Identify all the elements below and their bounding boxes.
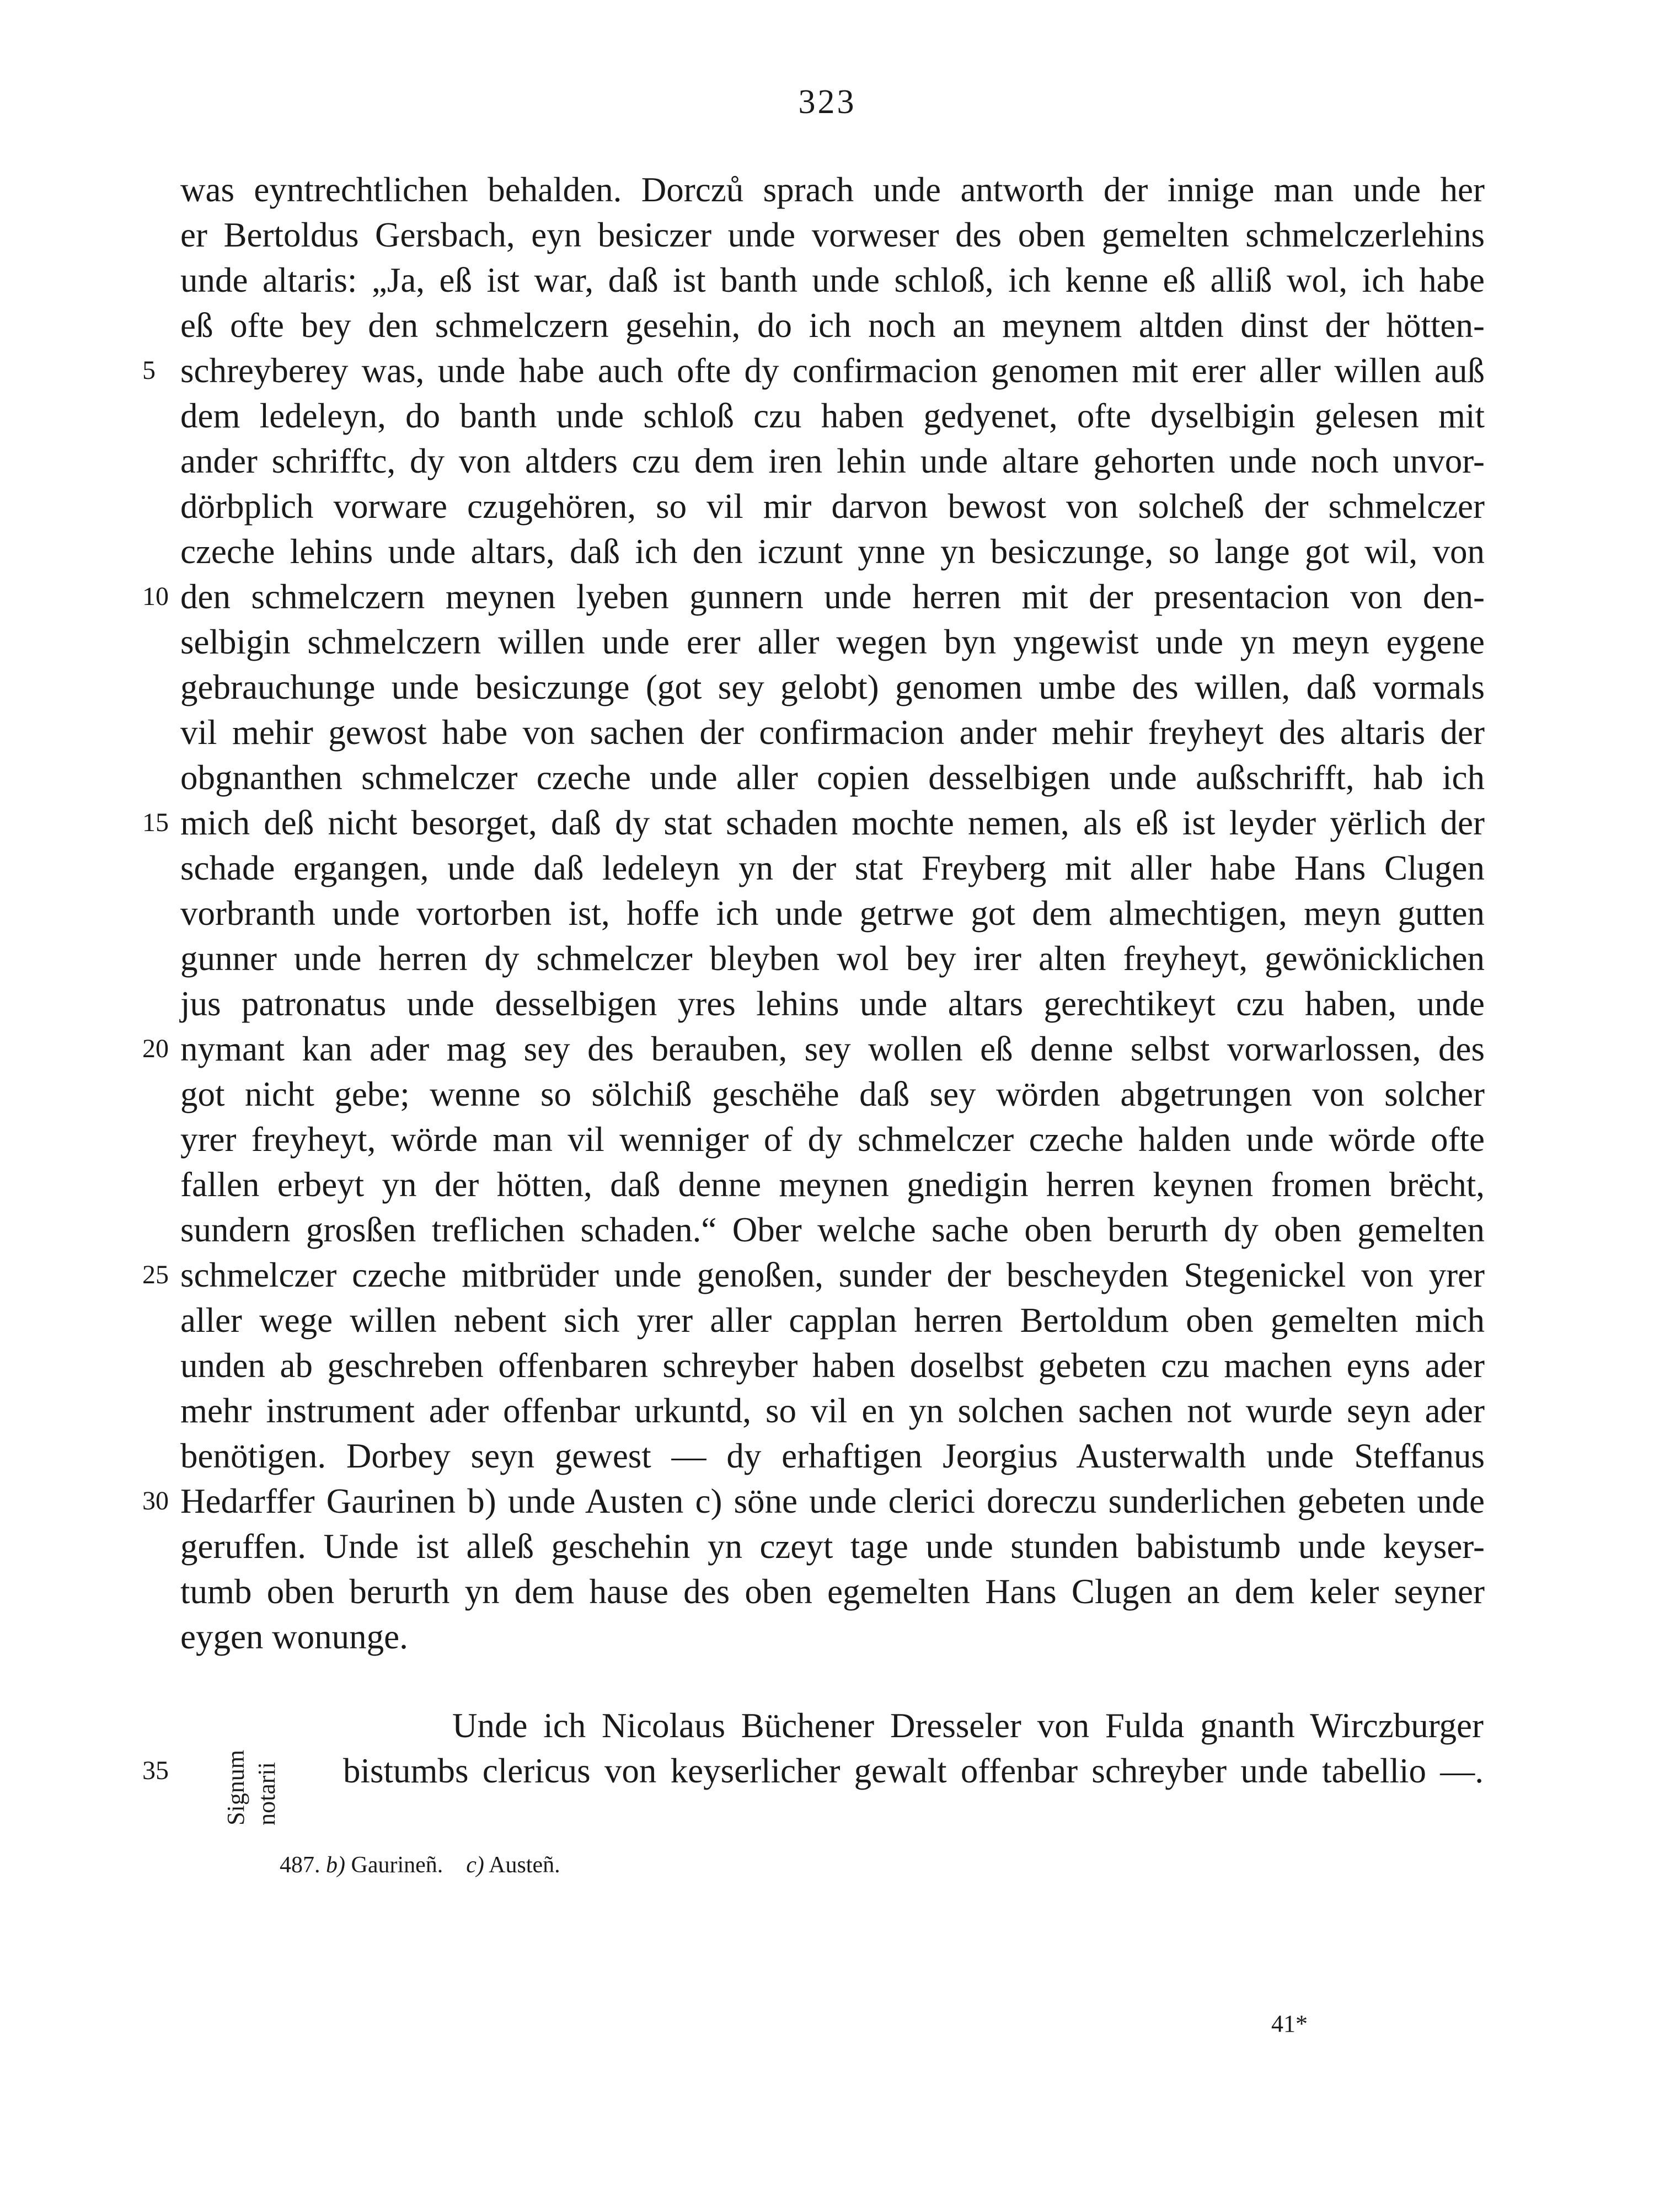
text-line: schreyberey was, unde habe auch ofte dy confirmacion genomen mit erer aller willen auß <box>180 351 1485 390</box>
text-line: schmelczer czeche mitbrüder unde genoßen, sunder der bescheyden Stegenickel von yrer <box>180 1256 1485 1294</box>
text-line: dörbplich vorware czugehören, so vil mir darvon bewost von solcheß der schmelczer <box>180 487 1485 526</box>
page-number: 323 <box>798 83 857 121</box>
text-line: gebrauchunge unde besiczunge (got sey gelobt) genomen umbe des willen, daß vormals <box>180 668 1485 706</box>
text-line: fallen erbeyt yn der hötten, daß denne meynen gnedigin herren keynen fromen brëcht, <box>180 1165 1485 1204</box>
line-number: 25 <box>142 1260 169 1289</box>
line-number: 10 <box>142 582 169 611</box>
text-line: unden ab geschreben offenbaren schreyber haben doselbst gebeten czu machen eyns ader <box>180 1346 1485 1385</box>
line-number: 20 <box>142 1034 169 1063</box>
sheet-signature: 41* <box>1271 2010 1308 2037</box>
line-number: 15 <box>142 808 169 837</box>
text-line: geruffen. Unde ist alleß geschehin yn czeyt tage unde stunden babistumb unde keyser- <box>180 1527 1485 1566</box>
text-line: vorbranth unde vortorben ist, hoffe ich unde getrwe got dem almechtigen, meyn gutten <box>180 894 1485 933</box>
footnote-mark-b: b) <box>326 1852 345 1878</box>
footnote-mark-c: c) <box>466 1852 484 1878</box>
text-line: jus patronatus unde desselbigen yres lehins unde altars gerechtikeyt czu haben, unde <box>180 984 1485 1023</box>
text-line: nymant kan ader mag sey des berauben, sey wollen eß denne selbst vorwarlossen, des <box>180 1030 1485 1068</box>
text-line: schade ergangen, unde daß ledeleyn yn der stat Freyberg mit aller habe Hans Clugen <box>180 849 1485 887</box>
text-line: er Bertoldus Gersbach, eyn besiczer unde vorweser des oben gemelten schmelczerlehins <box>180 216 1485 254</box>
text-line: obgnanthen schmelczer czeche unde aller copien desselbigen unde außschrifft, hab ich <box>180 758 1485 797</box>
text-line: mich deß nicht besorget, daß dy stat schaden mochte nemen, als eß ist leyder yërlich der <box>180 804 1485 842</box>
text-line: vil mehir gewost habe von sachen der confirmacion ander mehir freyheyt des altaris der <box>180 713 1485 752</box>
notarii-word: notarii <box>253 1762 280 1825</box>
text-line: dem ledeleyn, do banth unde schloß czu haben gedyenet, ofte dyselbigin gelesen mit <box>180 397 1485 435</box>
text-line: was eyntrechtlichen behalden. Dorczů sprach unde antworth der innige man unde her <box>180 170 1485 209</box>
text-line: den schmelczern meynen lyeben gunnern unde herren mit der presentacion von den- <box>180 577 1485 616</box>
text-line: gunner unde herren dy schmelczer bleyben wol bey irer alten freyheyt, gewönicklichen <box>180 939 1485 978</box>
text-line: aller wege willen nebent sich yrer aller capplan herren Bertoldum oben gemelten mich <box>180 1301 1485 1340</box>
text-line: czeche lehins unde altars, daß ich den iczunt ynne yn besiczunge, so lange got wil, von <box>180 532 1485 571</box>
footnote <box>280 1849 560 1882</box>
signum-notarii <box>223 1699 301 1831</box>
text-line: benötigen. Dorbey seyn gewest — dy erhaftigen Jeorgius Austerwalth unde Steffanus <box>180 1437 1485 1475</box>
footnote-text-b: Gaurineñ. <box>351 1852 443 1878</box>
footnote-number: 487. <box>280 1852 320 1878</box>
text-line: Hedarffer Gaurinen b) unde Austen c) söne unde clerici doreczu sunderlichen gebeten unde <box>180 1482 1485 1520</box>
line-number: 35 <box>142 1756 169 1785</box>
line-number: 30 <box>142 1486 169 1515</box>
text-line: sundern grosßen treflichen schaden.“ Ober welche sache oben berurth dy oben gemelten <box>180 1211 1485 1249</box>
footnote-text-c: Austeñ. <box>489 1852 560 1878</box>
text-line: selbigin schmelczern willen unde erer aller wegen byn yngewist unde yn meyn eygene <box>180 623 1485 661</box>
text-line: yrer freyheyt, wörde man vil wenniger of dy schmelczer czeche halden unde wörde ofte <box>180 1120 1485 1159</box>
text-line: tumb oben berurth yn dem hause des oben egemelten Hans Clugen an dem keler seyner <box>180 1572 1485 1611</box>
text-line: eß ofte bey den schmelczern gesehin, do ich noch an meynem altden dinst der hötten- <box>180 306 1485 345</box>
notary-signature-line: Unde ich Nicolaus Büchener Dresseler von Fulda gnanth Wirczburger <box>452 1706 1484 1745</box>
text-line: got nicht gebe; wenne so sölchiß geschëhe daß sey wörden abgetrungen von solcher <box>180 1075 1485 1113</box>
text-line: mehr instrument ader offenbar urkuntd, so vil en yn solchen sachen not wurde seyn ader <box>180 1391 1485 1430</box>
text-line: ander schrifftc, dy von altders czu dem iren lehin unde altare gehorten unde noch unvor- <box>180 442 1485 480</box>
line-number: 5 <box>142 356 156 385</box>
signum-word: Signum <box>222 1750 249 1825</box>
text-line: eygen wonunge. <box>180 1618 408 1656</box>
notary-signature-line: bistumbs clericus von keyserlicher gewalt offenbar schreyber unde tabellio —. <box>343 1752 1484 1790</box>
text-line: unde altaris: „Ja, eß ist war, daß ist banth unde schloß, ich kenne eß alliß wol, ich habe <box>180 261 1485 299</box>
